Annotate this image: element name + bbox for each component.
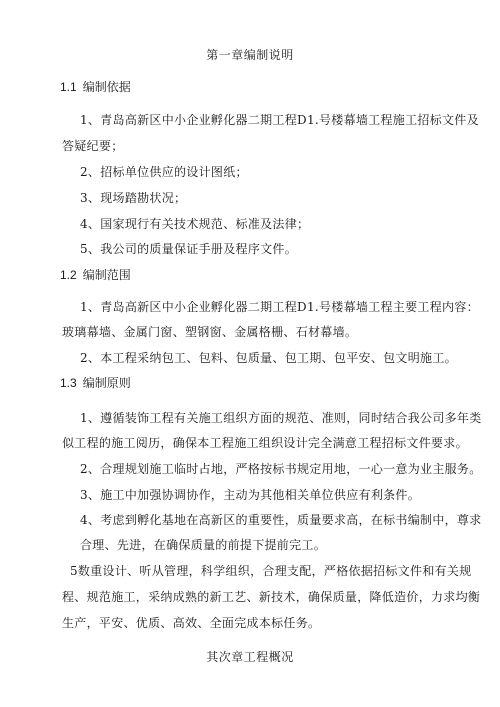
chapter-2-title: 其次章工程概况 [206,650,294,664]
section-1-1-heading [60,78,131,95]
section-title: 编制范围 [82,268,131,282]
paragraph-line: 2、招标单位供应的设计图纸； [80,165,248,179]
paragraph-line: 程、规范施工，采纳成熟的新工艺、新技术，确保质量，降低造价，力求均衡 [62,590,481,604]
section-1-3-heading [60,374,131,391]
paragraph-line: 1、青岛高新区中小企业孵化器二期工程D1.号楼幕墙工程施工招标文件及 [80,113,479,127]
paragraph-line: 3、施工中加强协调协作，主动为其他相关单位供应有利条件。 [80,488,421,502]
paragraph-line: 1、遵循装饰工程有关施工组织方面的规范、准则，同时结合我公司多年类 [80,411,482,425]
paragraph-line: 合理、先进，在确保质量的前提下提前完工。 [80,538,327,552]
chapter-1-title: 第一章编制说明 [206,48,294,62]
paragraph-line: 1、青岛高新区中小企业孵化器二期工程D1.号楼幕墙工程主要工程内容： [80,300,479,314]
section-1-2-heading [60,266,131,283]
paragraph-line: 玻璃幕墙、金属门窗、塑钢窗、金属格栅、石材幕墙。 [62,325,358,339]
paragraph-line: 5数重设计、听从管理，科学组织，合理支配，严格依据招标文件和有关规 [70,564,472,578]
section-number: 1.2 [60,268,77,282]
section-title: 编制依据 [82,80,131,94]
section-number: 1.1 [60,80,77,94]
paragraph-line: 3、现场踏勘状况； [80,191,187,205]
paragraph-line: 4、考虑到孵化基地在高新区的重要性，质量要求高，在标书编制中，尊求 [80,513,482,527]
paragraph-line: 2、合理规划施工临时占地，严格按标书规定用地，一心一意为业主服务。 [80,462,482,476]
paragraph-line: 5、我公司的质量保证手册及程序文件。 [80,242,298,256]
section-title: 编制原则 [82,376,131,390]
paragraph-line: 似工程的施工阅历，确保本工程施工组织设计完全满意工程招标文件要求。 [62,436,468,450]
paragraph-line: 4、国家现行有关技术规范、标准及法律； [80,217,310,231]
section-number: 1.3 [60,376,77,390]
paragraph-line: 2、本工程采纳包工、包料、包质量、包工期、包平安、包文明施工。 [80,351,457,365]
paragraph-line: 答疑纪要； [62,139,124,153]
paragraph-line: 生产，平安、优质、高效、全面完成本标任务。 [62,616,321,630]
